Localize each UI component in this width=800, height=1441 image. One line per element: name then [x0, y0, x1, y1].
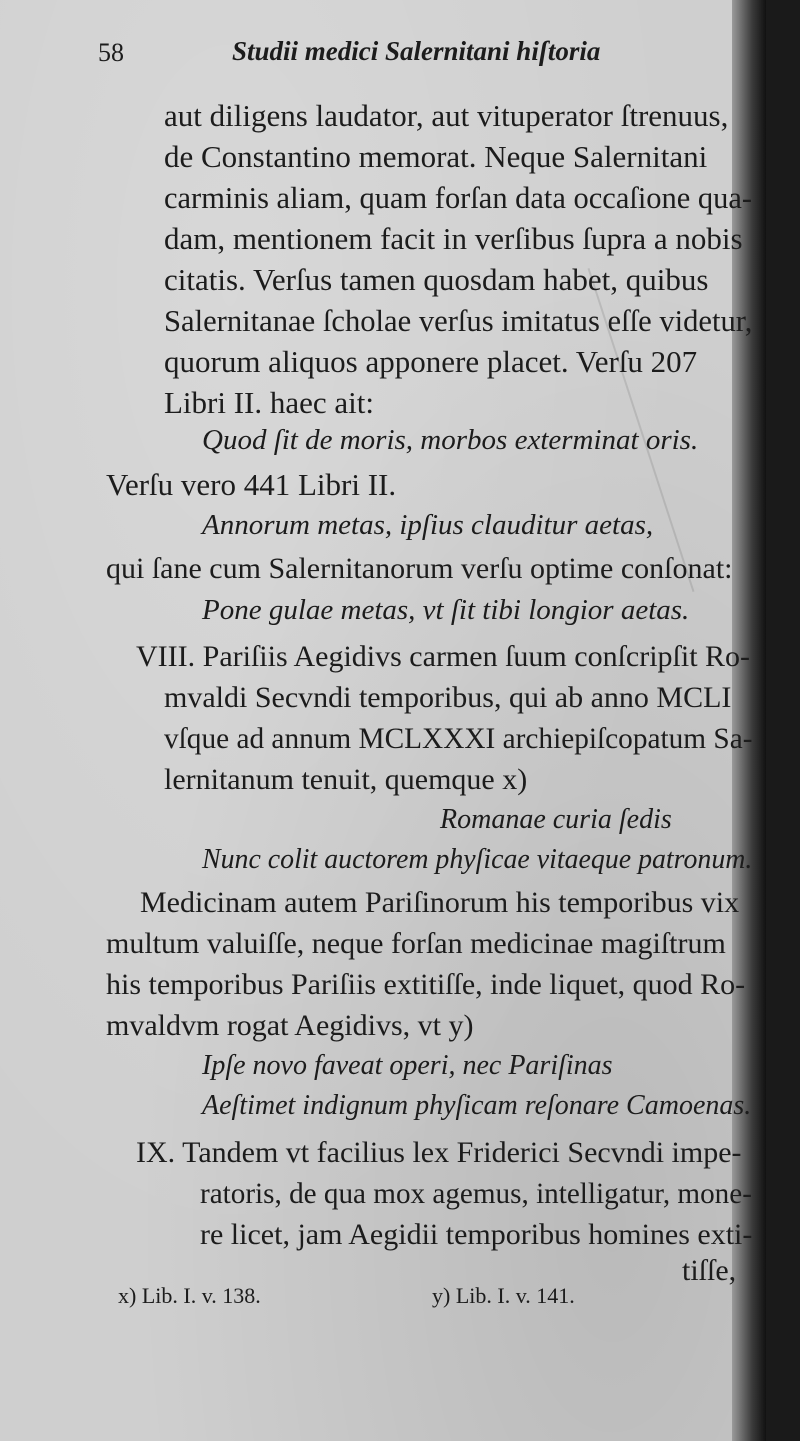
verse-line: Aeſtimet indignum phyſicam reſonare Camoenas. — [202, 1090, 752, 1121]
verse-line: Romanae curia ſedis — [440, 804, 672, 835]
text-line: mvaldi Secvndi temporibus, qui ab anno MCLI — [164, 681, 732, 714]
text-line: citatis. Verſus tamen quosdam habet, quibus — [164, 262, 709, 297]
catchword: tiſſe, — [682, 1254, 737, 1287]
text-line: lernitanum tenuit, quemque x) — [164, 763, 528, 796]
text-line: vſque ad annum MCLXXXI archiepiſcopatum Sa- — [164, 722, 753, 755]
text-line: ratoris, de qua mox agemus, intelligatur, mone- — [200, 1177, 752, 1210]
verse-line: Quod ſit de moris, morbos exterminat oris. — [202, 424, 699, 456]
text-line: dam, mentionem facit in verſibus ſupra a nobis — [164, 221, 743, 256]
page-number: 58 — [98, 38, 124, 67]
footnote-x: x) Lib. I. v. 138. — [118, 1283, 261, 1308]
text-line: qui ſane cum Salernitanorum verſu optime conſonat: — [106, 552, 733, 585]
text-line: multum valuiſſe, neque forſan medicinae magiſtrum — [106, 927, 726, 960]
section-heading-line: VIII. Pariſiis Aegidivs carmen ſuum conſcripſit Ro- — [136, 640, 751, 673]
running-title: Studii medici Salernitani hiſtoria — [232, 36, 601, 66]
verse-line: Pone gulae metas, vt ſit tibi longior aetas. — [202, 594, 690, 626]
text-line: quorum aliquos apponere placet. Verſu 207 — [164, 344, 698, 379]
text-line: Verſu vero 441 Libri II. — [106, 467, 397, 502]
text-line: Medicinam autem Pariſinorum his temporibus vix — [140, 886, 740, 919]
text-line: carminis aliam, quam forſan data occaſione qua- — [164, 180, 753, 215]
text-line: de Constantino memorat. Neque Salernitani — [164, 139, 708, 174]
verse-line: Annorum metas, ipſius clauditur aetas, — [202, 509, 654, 541]
text-line: his temporibus Pariſiis extitiſſe, inde liquet, quod Ro- — [106, 968, 746, 1001]
verse-line: Ipſe novo faveat operi, nec Pariſinas — [202, 1050, 613, 1081]
text-line: aut diligens laudator, aut vituperator ſtrenuus, — [164, 98, 729, 133]
verse-line: Nunc colit auctorem phyſicae vitaeque patronum. — [202, 844, 753, 875]
text-line: Salernitanae ſcholae verſus imitatus eſſe videtur, — [164, 303, 753, 338]
text-line: mvaldvm rogat Aegidivs, vt y) — [106, 1009, 474, 1042]
text-line: Libri II. haec ait: — [164, 385, 375, 420]
footnote-y: y) Lib. I. v. 141. — [432, 1283, 575, 1308]
text-line: re licet, jam Aegidii temporibus homines exti- — [200, 1218, 753, 1251]
section-heading-line: IX. Tandem vt facilius lex Friderici Secvndi impe- — [136, 1136, 742, 1169]
